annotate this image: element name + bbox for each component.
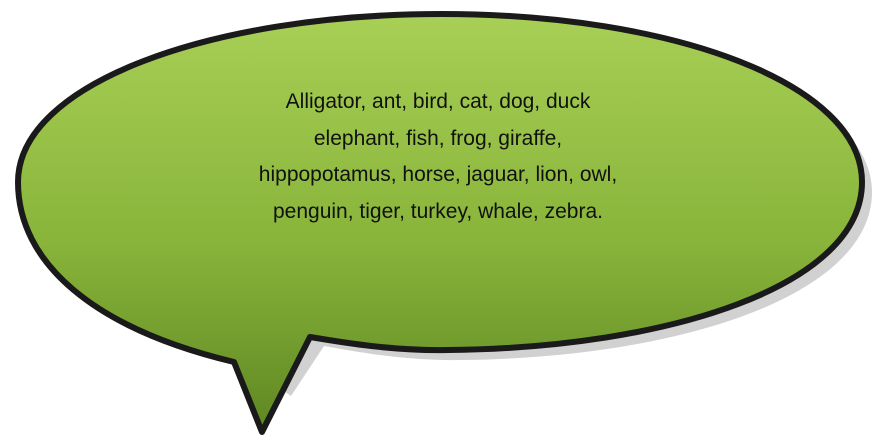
callout-line-1: Alligator, ant, bird, cat, dog, duck [285, 90, 591, 113]
callout-line-3: hippopotamus, horse, jaguar, lion, owl, [258, 163, 618, 186]
callout-line-4: penguin, tiger, turkey, whale, zebra. [273, 199, 603, 223]
callout-line-2: elephant, fish, frog, giraffe, [313, 126, 563, 150]
animal-list-text [140, 84, 736, 230]
